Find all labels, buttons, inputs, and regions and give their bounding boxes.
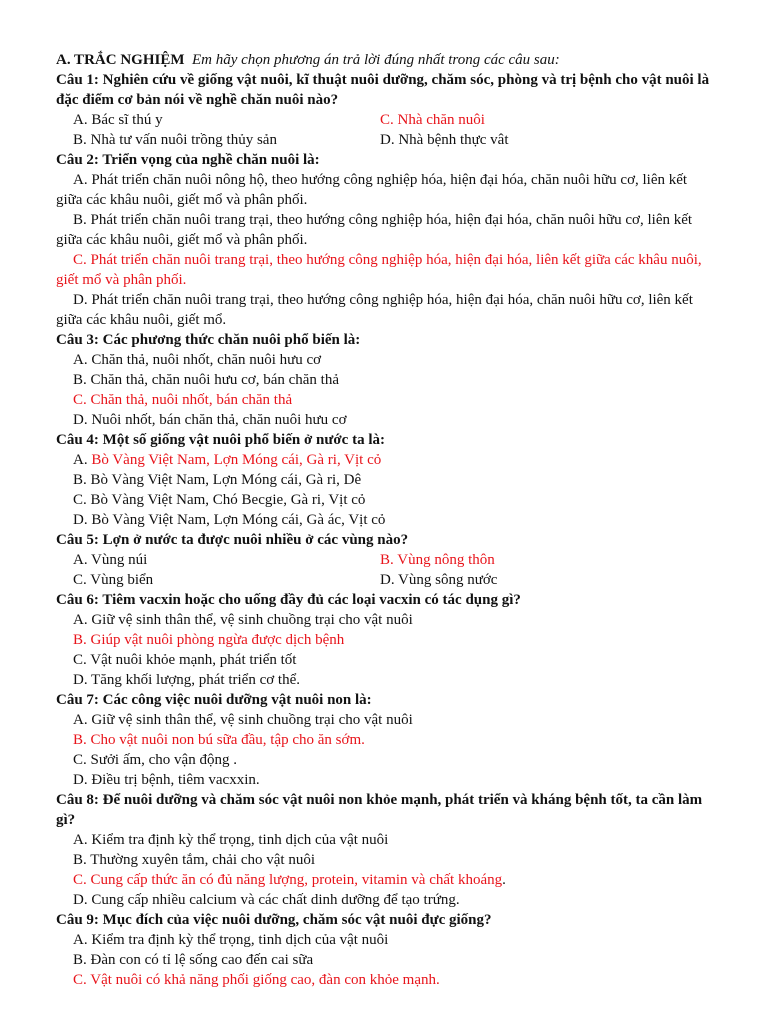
option-4a-answer: A. Bò Vàng Việt Nam, Lợn Móng cái, Gà ri, Vịt cỏ xyxy=(73,452,382,468)
option-8b: B. Thường xuyên tắm, chải cho vật nuôi xyxy=(73,852,315,868)
option-8d: D. Cung cấp nhiều calcium và các chất dinh dưỡng để tạo trứng. xyxy=(73,892,460,908)
options-row xyxy=(56,550,716,570)
section-instruction: Em hãy chọn phương án trả lời đúng nhất trong các câu sau: xyxy=(191,52,560,68)
option-9a: A. Kiểm tra định kỳ thể trọng, tinh dịch của vật nuôi xyxy=(73,932,389,948)
question-8: Câu 8: Để nuôi dưỡng và chăm sóc vật nuôi non khỏe mạnh, phát triển và kháng bệnh tốt, ta cần làm gì? xyxy=(56,792,703,828)
option-9b: B. Đàn con có tỉ lệ sống cao đến cai sữa xyxy=(73,952,314,968)
options-row xyxy=(56,110,716,130)
question-4: Câu 4: Một số giống vật nuôi phổ biến ở nước ta là: xyxy=(56,432,385,448)
option-4b: B. Bò Vàng Việt Nam, Lợn Móng cái, Gà ri, Dê xyxy=(73,472,362,488)
option-5c: C. Vùng biển xyxy=(73,572,154,588)
option-9c-answer: C. Vật nuôi có khả năng phối giống cao, đàn con khỏe mạnh. xyxy=(73,972,440,988)
question-3: Câu 3: Các phương thức chăn nuôi phổ biến là: xyxy=(56,332,361,348)
answer-highlight: Bò Vàng Việt Nam, Lợn Móng cái, Gà ri, Vịt cỏ xyxy=(91,452,382,468)
option-3c-answer: C. Chăn thả, nuôi nhốt, bán chăn thả xyxy=(73,392,293,408)
question-6: Câu 6: Tiêm vacxin hoặc cho uống đầy đủ các loại vacxin có tác dụng gì? xyxy=(56,592,521,608)
question-9: Câu 9: Mục đích của việc nuôi dưỡng, chăm sóc vật nuôi đực giống? xyxy=(56,912,492,928)
option-3b: B. Chăn thả, chăn nuôi hưu cơ, bán chăn thả xyxy=(73,372,339,388)
option-5a: A. Vùng núi xyxy=(73,552,148,568)
option-5b-answer: B. Vùng nông thôn xyxy=(380,552,495,568)
option-7c: C. Sưởi ấm, cho vận động . xyxy=(73,752,237,768)
option-1a: A. Bác sĩ thú y xyxy=(73,112,163,128)
option-3d: D. Nuôi nhốt, bán chăn thả, chăn nuôi hưu cơ xyxy=(73,412,347,428)
option-1d: D. Nhà bệnh thực vât xyxy=(380,132,509,148)
option-2b: B. Phát triển chăn nuôi trang trại, theo hướng công nghiệp hóa, hiện đại hóa, chăn nuôi hữu cơ, liên kết giữa các khâu nuôi, giết mổ và phân phối. xyxy=(56,212,693,248)
option-8c-answer xyxy=(56,870,716,890)
question-1: Câu 1: Nghiên cứu về giống vật nuôi, kĩ thuật nuôi dưỡng, chăm sóc, phòng và trị bệnh cho vật nuôi là đặc điểm cơ bản nói về nghề chăn nuôi nào? xyxy=(56,72,710,108)
option-4c: C. Bò Vàng Việt Nam, Chó Becgie, Gà ri, Vịt cỏ xyxy=(73,492,366,508)
option-2d: D. Phát triển chăn nuôi trang trại, theo hướng công nghiệp hóa, hiện đại hóa, chăn nuôi hữu cơ, liên kết giữa các khâu nuôi, giết mổ. xyxy=(56,292,693,328)
option-6a: A. Giữ vệ sinh thân thể, vệ sinh chuồng trại cho vật nuôi xyxy=(73,612,413,628)
option-4d: D. Bò Vàng Việt Nam, Lợn Móng cái, Gà ác, Vịt cỏ xyxy=(73,512,386,528)
question-7: Câu 7: Các công việc nuôi dưỡng vật nuôi non là: xyxy=(56,692,372,708)
option-7d: D. Điều trị bệnh, tiêm vacxxin. xyxy=(73,772,260,788)
section-title: A. TRẮC NGHIỆM xyxy=(56,52,185,68)
option-6c: C. Vật nuôi khỏe mạnh, phát triển tốt xyxy=(73,652,297,668)
option-3a: A. Chăn thả, nuôi nhốt, chăn nuôi hưu cơ xyxy=(73,352,322,368)
option-1c-answer: C. Nhà chăn nuôi xyxy=(380,112,485,128)
options-row xyxy=(56,570,716,590)
options-row xyxy=(56,130,716,150)
option-6b-answer: B. Giúp vật nuôi phòng ngừa được dịch bệnh xyxy=(73,632,345,648)
option-5d: D. Vùng sông nước xyxy=(380,572,498,588)
option-2a: A. Phát triển chăn nuôi nông hộ, theo hướng công nghiệp hóa, hiện đại hóa, chăn nuôi hữu cơ, liên kết giữa các khâu nuôi, giết mổ và phân phối. xyxy=(56,172,688,208)
question-2: Câu 2: Triển vọng của nghề chăn nuôi là: xyxy=(56,152,320,168)
option-6d: D. Tăng khối lượng, phát triển cơ thể. xyxy=(73,672,301,688)
option-8a: A. Kiểm tra định kỳ thể trọng, tinh dịch của vật nuôi xyxy=(73,832,389,848)
option-1b: B. Nhà tư vấn nuôi trồng thủy sản xyxy=(73,132,277,148)
option-7b-answer: B. Cho vật nuôi non bú sữa đầu, tập cho ăn sớm. xyxy=(73,732,365,748)
option-7a: A. Giữ vệ sinh thân thể, vệ sinh chuồng trại cho vật nuôi xyxy=(73,712,413,728)
option-2c-answer: C. Phát triển chăn nuôi trang trại, theo hướng công nghiệp hóa, hiện đại hóa, liên kết giữa các khâu nuôi, giết mổ và phân phối. xyxy=(56,252,702,288)
question-5: Câu 5: Lợn ở nước ta được nuôi nhiều ở các vùng nào? xyxy=(56,532,409,548)
section-heading xyxy=(56,50,716,70)
answer-highlight: C. Cung cấp thức ăn có đủ năng lượng, protein, vitamin và chất khoáng xyxy=(73,872,503,888)
quiz-document xyxy=(56,50,716,990)
option-8c-period: . xyxy=(502,872,506,888)
